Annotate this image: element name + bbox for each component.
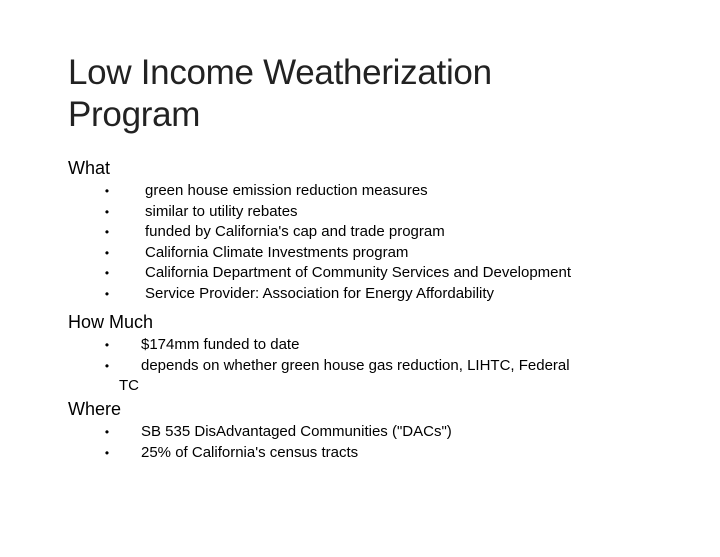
- bullet-icon: •: [104, 358, 110, 373]
- bullet-icon: •: [104, 425, 110, 439]
- bullet-icon: •: [104, 204, 110, 219]
- bullet-icon: •: [104, 338, 110, 352]
- bullet-icon: •: [104, 245, 110, 260]
- section-heading-where: Where: [68, 399, 122, 419]
- list-item: • SB 535 DisAdvantaged Communities ("DACs"): [0, 422, 720, 443]
- list-item: • Service Provider: Association for Energy Affordability: [0, 284, 720, 305]
- what-bullet-list: [0, 181, 720, 304]
- bullet-icon: •: [104, 184, 110, 198]
- list-item: • similar to utility rebates: [0, 202, 720, 223]
- bullet-icon: •: [104, 286, 110, 301]
- where-bullet-list: [0, 422, 720, 463]
- section-heading-what: What: [68, 158, 111, 178]
- list-item: • funded by California's cap and trade program: [0, 222, 720, 243]
- bullet-icon: •: [104, 445, 110, 460]
- slide-title-line-1: Low Income Weatherization: [68, 53, 492, 92]
- bullet-icon: •: [104, 225, 110, 239]
- how-much-bullet-list: [0, 335, 720, 397]
- list-item: • depends on whether green house gas reduction, LIHTC, Federal TC: [0, 356, 720, 397]
- list-item: • $174mm funded to date: [0, 335, 720, 356]
- list-item: • California Climate Investments program: [0, 243, 720, 264]
- section-heading-how-much: How Much: [68, 312, 154, 332]
- list-item: • California Department of Community Services and Development: [0, 263, 720, 284]
- list-item: • green house emission reduction measures: [0, 181, 720, 202]
- list-item: • 25% of California's census tracts: [0, 443, 720, 464]
- slide-title-line-2: Program: [68, 95, 201, 134]
- slide-title: [68, 52, 668, 136]
- bullet-icon: •: [104, 266, 110, 280]
